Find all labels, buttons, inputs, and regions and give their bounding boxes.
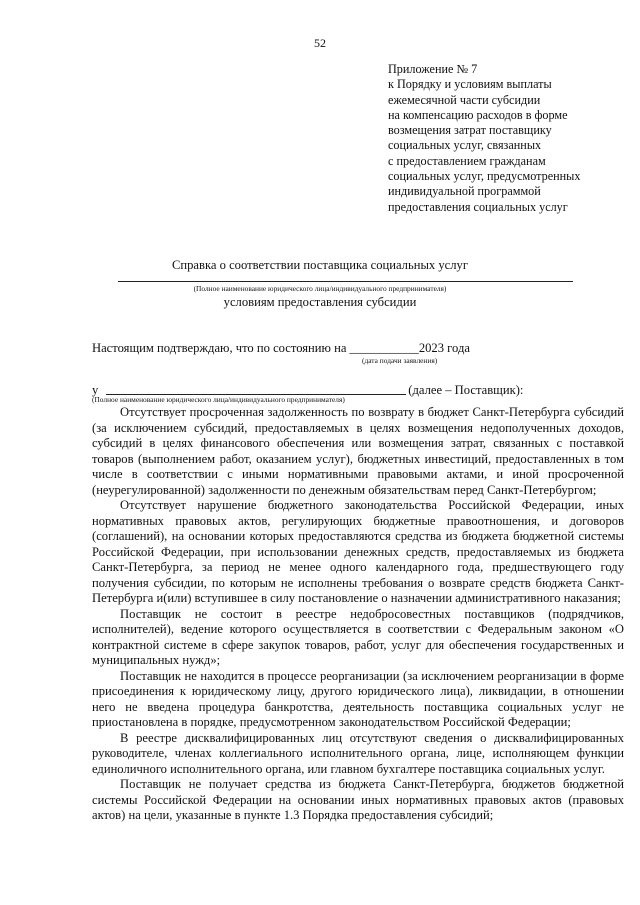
annex-line: социальных услуг, предусмотренных bbox=[388, 169, 581, 184]
supplier-name-blank bbox=[106, 382, 406, 395]
document-subtitle: условиям предоставления субсидии bbox=[223, 295, 417, 309]
annex-line: социальных услуг, связанных bbox=[388, 138, 542, 153]
annex-line: к Порядку и условиям выплаты bbox=[388, 77, 552, 92]
org-name-caption: (Полное наименование юридического лица/индивидуального предпринимателя) bbox=[193, 284, 447, 293]
body-paragraph: В реестре дисквалифицированных лиц отсутствуют сведения о дисквалифицированных руководителе, членах коллегиального исполнительного органа, лице, исполняющем функции единоличного исполнительного органа, или главном бухгалтере поставщика социальных услуг. bbox=[92, 730, 624, 776]
annex-line: предоставления социальных услуг bbox=[388, 199, 568, 214]
body-paragraph: Поставщик не состоит в реестре недобросовестных поставщиков (подрядчиков, исполнителей), ведение которого осуществляется в соответствии с Федеральным законом «О контрактной системе в сфере закупок товаров, работ, услуг для обеспечения государственных и муниципальных нужд»; bbox=[92, 606, 624, 667]
confirm-statement: Настоящим подтверждаю, что по состоянию на ___________2023 года bbox=[92, 341, 470, 355]
annex-header bbox=[388, 62, 628, 215]
page-number: 52 bbox=[314, 36, 326, 50]
body-paragraph: Отсутствует нарушение бюджетного законодательства Российской Федерации, иных нормативных правовых актов, регулирующих бюджетные правоотношения, и договоров (соглашений), на основании которых предоставляются средства из бюджета бюджетной системы Российской Федерации, при использовании денежных средств, предоставляемых из бюджета Санкт-Петербурга, за период не менее одного календарного года, предшествующего году получения субсидии, по которым не исполнены требования о возврате средств бюджета Санкт-Петербурга и(или) вступившее в силу постановление о назначении административного наказания; bbox=[92, 498, 624, 605]
document-title: Справка о соответствии поставщика социальных услуг bbox=[171, 258, 468, 272]
annex-line: ежемесячной части субсидии bbox=[388, 92, 541, 107]
annex-line: индивидуальной программой bbox=[388, 184, 541, 199]
supplier-suffix: (далее – Поставщик): bbox=[408, 383, 524, 397]
document-body bbox=[92, 405, 624, 824]
body-paragraph: Поставщик не находится в процессе реорганизации (за исключением реорганизации в форме присоединения к юридическому лицу, другого юридического лица), ликвидации, в отношении него не введена процедура банкротства, деятельность поставщика социальных услуг не приостановлена в порядке, предусмотренном законодательством Российской Федерации; bbox=[92, 668, 624, 729]
body-paragraph: Поставщик не получает средства из бюджета Санкт-Петербурга, бюджетов бюджетной системы Российской Федерации на основании иных нормативных правовых актов (правовых актов) на цели, указанные в пункте 1.3 Порядка предоставления субсидий; bbox=[92, 777, 624, 822]
supplier-prefix: у bbox=[92, 383, 99, 397]
annex-line: возмещения затрат поставщику bbox=[388, 123, 552, 138]
annex-line: на компенсацию расходов в форме bbox=[388, 107, 568, 122]
body-paragraph: Отсутствует просроченная задолженность по возврату в бюджет Санкт-Петербурга субсидий (за исключением субсидий, предоставляемых в целях возмещения недополученных доходов, субсидий в целях финансового обеспечения или возмещения затрат, связанных с поставкой товаров (выполнением работ, оказанием услуг), бюджетных инвестиций, предоставленных в том числе в соответствии с иными нормативными правовыми актами, и иной просроченной (неурегулированной) задолженности по денежным обязательствам перед Санкт-Петербургом; bbox=[92, 405, 624, 497]
annex-line: с предоставлением гражданам bbox=[388, 153, 546, 168]
annex-line: Приложение № 7 bbox=[388, 62, 478, 76]
org-name-line bbox=[118, 281, 573, 282]
date-caption: (дата подачи заявления) bbox=[362, 356, 438, 365]
supplier-caption: (Полное наименование юридического лица/индивидуального предпринимателя) bbox=[92, 395, 345, 404]
